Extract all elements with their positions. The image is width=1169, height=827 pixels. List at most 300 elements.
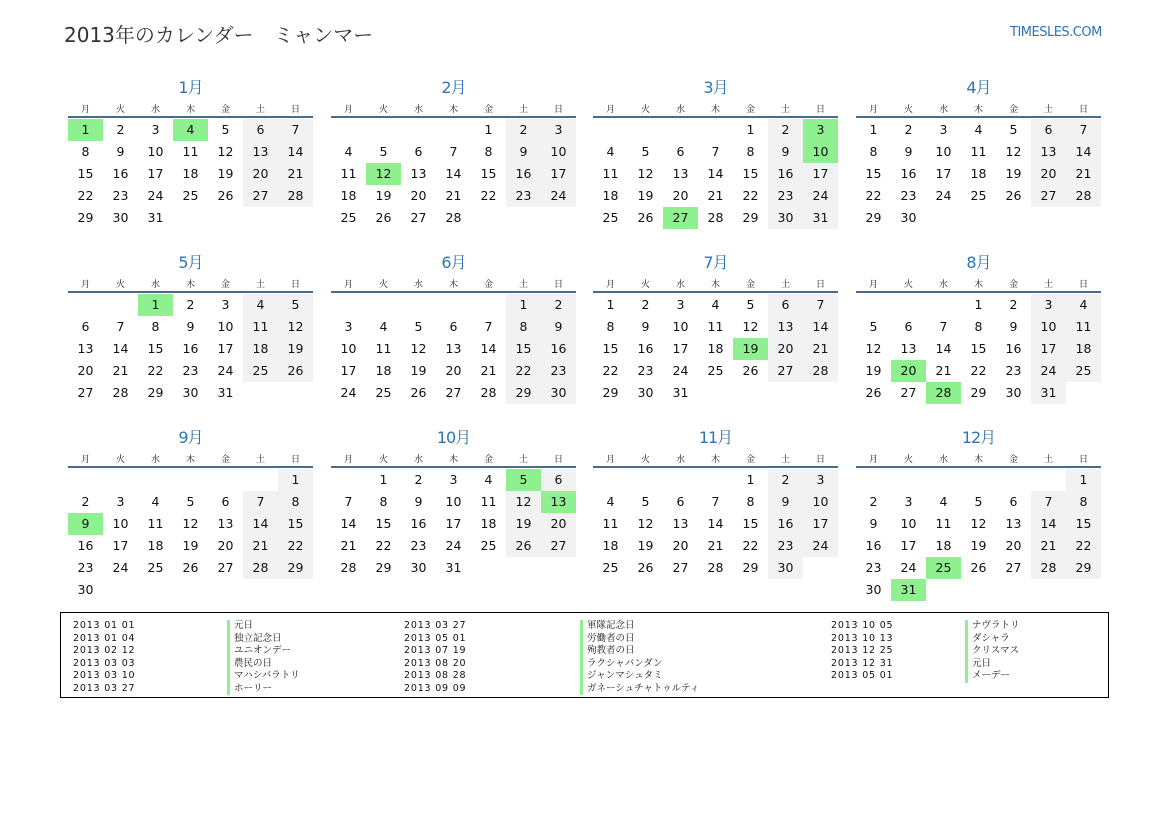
day-cell: 3 bbox=[116, 494, 125, 509]
day-cell: 6 bbox=[541, 469, 576, 491]
holiday-date-column bbox=[73, 620, 135, 695]
day-cell: 17 bbox=[935, 166, 952, 181]
holiday-name: ジャンマシュタミ bbox=[580, 670, 699, 683]
header-rule bbox=[856, 116, 1101, 118]
day-cell: 3 bbox=[449, 472, 458, 487]
month-block bbox=[593, 425, 838, 595]
weekday-label: 日 bbox=[553, 280, 563, 290]
day-cell: 18 bbox=[375, 363, 392, 378]
day-cell: 16 bbox=[182, 341, 199, 356]
day-cell: 16 bbox=[637, 341, 654, 356]
day-cell: 28 bbox=[707, 560, 724, 575]
day-cell: 3 bbox=[221, 297, 230, 312]
weekday-label: 月 bbox=[80, 455, 90, 465]
holiday-date: 2013 08 28 bbox=[404, 670, 467, 681]
holiday-name: クリスマス bbox=[965, 645, 1020, 658]
day-cell: 12 bbox=[506, 491, 541, 513]
day-cell: 4 bbox=[939, 494, 948, 509]
day-cell: 20 bbox=[672, 538, 689, 553]
day-cell: 7 bbox=[116, 319, 125, 334]
day-cell: 15 bbox=[602, 341, 619, 356]
day-cell: 31 bbox=[445, 560, 462, 575]
day-cell: 22 bbox=[742, 188, 759, 203]
day-cell: 21 bbox=[112, 363, 129, 378]
holiday-date: 2013 08 20 bbox=[404, 657, 467, 669]
day-cell: 6 bbox=[676, 494, 685, 509]
day-cell: 29 bbox=[1066, 557, 1101, 579]
weekday-label: 木 bbox=[973, 455, 983, 465]
day-cell: 30 bbox=[182, 385, 199, 400]
weekday-label: 火 bbox=[115, 105, 125, 115]
holiday-date: 2013 03 03 bbox=[73, 657, 136, 669]
day-cell: 24 bbox=[217, 363, 234, 378]
day-cell: 9 bbox=[641, 319, 650, 334]
weekday-label: 金 bbox=[745, 280, 755, 290]
day-cell: 2 bbox=[869, 494, 878, 509]
day-cell: 28 bbox=[112, 385, 129, 400]
day-cell: 2 bbox=[904, 122, 913, 137]
day-cell: 1 bbox=[484, 122, 493, 137]
month-name: 6月 bbox=[441, 253, 466, 272]
day-cell: 18 bbox=[147, 538, 164, 553]
day-cell: 25 bbox=[970, 188, 987, 203]
holiday-day-cell: 10 bbox=[803, 141, 838, 163]
day-cell: 27 bbox=[410, 210, 427, 225]
month-name: 11月 bbox=[698, 428, 733, 447]
holiday-date: 2013 02 12 bbox=[73, 645, 136, 656]
weekday-label: 火 bbox=[640, 455, 650, 465]
header-rule bbox=[593, 291, 838, 293]
weekday-header bbox=[593, 452, 838, 466]
day-cell: 1 bbox=[974, 297, 983, 312]
day-cell: 15 bbox=[1066, 513, 1101, 535]
day-cell: 14 bbox=[803, 316, 838, 338]
day-cell: 9 bbox=[768, 491, 803, 513]
day-cell: 23 bbox=[112, 188, 129, 203]
day-cell: 5 bbox=[869, 319, 878, 334]
weekday-label: 木 bbox=[710, 455, 720, 465]
holiday-day-cell: 4 bbox=[173, 119, 208, 141]
day-cell: 5 bbox=[641, 494, 650, 509]
day-cell: 31 bbox=[147, 210, 164, 225]
holiday-name-column bbox=[227, 620, 300, 695]
month-block bbox=[331, 425, 576, 595]
day-cell: 14 bbox=[480, 341, 497, 356]
day-cell: 7 bbox=[1066, 119, 1101, 141]
month-name: 5月 bbox=[178, 253, 203, 272]
day-cell: 23 bbox=[506, 185, 541, 207]
day-cell: 22 bbox=[1066, 535, 1101, 557]
day-cell: 18 bbox=[970, 166, 987, 181]
day-cell: 29 bbox=[375, 560, 392, 575]
day-cell: 11 bbox=[243, 316, 278, 338]
day-cell: 18 bbox=[707, 341, 724, 356]
holiday-day-cell: 27 bbox=[663, 207, 698, 229]
holiday-date: 2013 05 01 bbox=[831, 670, 894, 681]
day-cell: 24 bbox=[900, 560, 917, 575]
weekday-header bbox=[856, 452, 1101, 466]
day-cell: 2 bbox=[1009, 297, 1018, 312]
month-block bbox=[331, 250, 576, 420]
day-cell: 19 bbox=[278, 338, 313, 360]
day-cell: 29 bbox=[77, 210, 94, 225]
day-cell: 17 bbox=[541, 163, 576, 185]
holiday-name: 独立記念日 bbox=[227, 633, 300, 646]
month-name: 12月 bbox=[961, 428, 996, 447]
day-cell: 27 bbox=[1031, 185, 1066, 207]
day-cell: 10 bbox=[935, 144, 952, 159]
day-cell: 20 bbox=[768, 338, 803, 360]
holiday-name: ユニオンデー bbox=[227, 645, 300, 658]
weekday-label: 金 bbox=[1008, 105, 1018, 115]
day-cell: 13 bbox=[243, 141, 278, 163]
day-cell: 16 bbox=[77, 538, 94, 553]
weekday-label: 金 bbox=[220, 280, 230, 290]
day-cell: 30 bbox=[77, 582, 94, 597]
day-cell: 23 bbox=[1005, 363, 1022, 378]
day-cell: 7 bbox=[711, 494, 720, 509]
weekday-label: 水 bbox=[938, 280, 948, 290]
day-cell: 15 bbox=[506, 338, 541, 360]
weekday-label: 日 bbox=[1078, 280, 1088, 290]
month-name: 4月 bbox=[966, 78, 991, 97]
day-cell: 26 bbox=[278, 360, 313, 382]
day-cell: 18 bbox=[182, 166, 199, 181]
day-cell: 24 bbox=[803, 535, 838, 557]
weekday-header bbox=[68, 277, 313, 291]
day-cell: 20 bbox=[541, 513, 576, 535]
day-cell: 10 bbox=[541, 141, 576, 163]
day-cell: 4 bbox=[484, 472, 493, 487]
day-cell: 22 bbox=[480, 188, 497, 203]
day-cell: 8 bbox=[379, 494, 388, 509]
weekday-label: 月 bbox=[868, 455, 878, 465]
day-cell: 9 bbox=[414, 494, 423, 509]
weekday-label: 土 bbox=[780, 105, 790, 115]
header-rule bbox=[331, 116, 576, 118]
holiday-date: 2013 10 05 bbox=[831, 620, 894, 631]
day-cell: 14 bbox=[707, 166, 724, 181]
holiday-name: ナヴラトリ bbox=[965, 620, 1020, 633]
day-cell: 27 bbox=[217, 560, 234, 575]
holiday-day-cell: 1 bbox=[138, 294, 173, 316]
holiday-name: マハシバラトリ bbox=[227, 670, 300, 683]
day-cell: 30 bbox=[637, 385, 654, 400]
header-rule bbox=[856, 466, 1101, 468]
month-name: 7月 bbox=[703, 253, 728, 272]
day-cell: 22 bbox=[147, 363, 164, 378]
day-cell: 5 bbox=[278, 294, 313, 316]
day-cell: 24 bbox=[147, 188, 164, 203]
day-cell: 2 bbox=[186, 297, 195, 312]
day-cell: 12 bbox=[865, 341, 882, 356]
day-cell: 10 bbox=[803, 491, 838, 513]
weekday-label: 火 bbox=[378, 105, 388, 115]
weekday-label: 月 bbox=[605, 280, 615, 290]
weekday-label: 月 bbox=[343, 280, 353, 290]
weekday-label: 火 bbox=[115, 280, 125, 290]
day-cell: 1 bbox=[1066, 469, 1101, 491]
day-cell: 25 bbox=[480, 538, 497, 553]
day-cell: 14 bbox=[1031, 513, 1066, 535]
day-cell: 19 bbox=[1005, 166, 1022, 181]
day-cell: 16 bbox=[112, 166, 129, 181]
day-cell: 17 bbox=[112, 538, 129, 553]
day-cell: 22 bbox=[375, 538, 392, 553]
weekday-label: 木 bbox=[185, 455, 195, 465]
day-cell: 12 bbox=[637, 516, 654, 531]
day-cell: 15 bbox=[278, 513, 313, 535]
weekday-header bbox=[593, 277, 838, 291]
day-cell: 26 bbox=[865, 385, 882, 400]
day-cell: 27 bbox=[445, 385, 462, 400]
day-cell: 27 bbox=[77, 385, 94, 400]
weekday-label: 土 bbox=[518, 455, 528, 465]
day-cell: 16 bbox=[506, 163, 541, 185]
day-cell: 22 bbox=[865, 188, 882, 203]
day-cell: 28 bbox=[340, 560, 357, 575]
day-cell: 16 bbox=[768, 513, 803, 535]
holiday-name: 軍隊記念日 bbox=[580, 620, 699, 633]
day-cell: 5 bbox=[186, 494, 195, 509]
weekday-label: 木 bbox=[973, 280, 983, 290]
day-cell: 30 bbox=[112, 210, 129, 225]
day-cell: 8 bbox=[81, 144, 90, 159]
day-cell: 28 bbox=[707, 210, 724, 225]
day-cell: 29 bbox=[602, 385, 619, 400]
day-cell: 13 bbox=[672, 166, 689, 181]
day-cell: 16 bbox=[900, 166, 917, 181]
day-cell: 30 bbox=[768, 207, 803, 229]
weekday-header bbox=[856, 102, 1101, 116]
day-cell: 23 bbox=[768, 535, 803, 557]
weekday-label: 火 bbox=[378, 455, 388, 465]
day-cell: 17 bbox=[672, 341, 689, 356]
day-cell: 5 bbox=[221, 122, 230, 137]
day-cell: 18 bbox=[480, 516, 497, 531]
weekday-label: 日 bbox=[553, 455, 563, 465]
month-name: 2月 bbox=[441, 78, 466, 97]
weekday-label: 土 bbox=[1043, 455, 1053, 465]
day-cell: 9 bbox=[506, 141, 541, 163]
day-cell: 26 bbox=[375, 210, 392, 225]
day-cell: 21 bbox=[243, 535, 278, 557]
holiday-date-column bbox=[404, 620, 466, 695]
day-cell: 12 bbox=[637, 166, 654, 181]
holiday-name-column bbox=[965, 620, 1020, 683]
day-cell: 7 bbox=[803, 294, 838, 316]
day-cell: 29 bbox=[970, 385, 987, 400]
day-cell: 6 bbox=[449, 319, 458, 334]
weekday-label: 月 bbox=[868, 280, 878, 290]
weekday-label: 火 bbox=[640, 105, 650, 115]
holiday-date-column bbox=[831, 620, 893, 683]
day-cell: 21 bbox=[445, 188, 462, 203]
holiday-name: 殉教者の日 bbox=[580, 645, 699, 658]
day-cell: 25 bbox=[375, 385, 392, 400]
weekday-label: 日 bbox=[290, 455, 300, 465]
day-cell: 8 bbox=[506, 316, 541, 338]
day-cell: 19 bbox=[506, 513, 541, 535]
weekday-label: 金 bbox=[483, 105, 493, 115]
day-cell: 23 bbox=[865, 560, 882, 575]
day-cell: 12 bbox=[182, 516, 199, 531]
day-cell: 29 bbox=[147, 385, 164, 400]
day-cell: 13 bbox=[410, 166, 427, 181]
day-cell: 12 bbox=[278, 316, 313, 338]
day-cell: 15 bbox=[742, 166, 759, 181]
day-cell: 18 bbox=[340, 188, 357, 203]
weekday-header bbox=[331, 102, 576, 116]
day-cell: 22 bbox=[970, 363, 987, 378]
day-cell: 17 bbox=[217, 341, 234, 356]
day-cell: 24 bbox=[112, 560, 129, 575]
day-cell: 19 bbox=[637, 538, 654, 553]
day-cell: 20 bbox=[672, 188, 689, 203]
holiday-day-cell: 31 bbox=[891, 579, 926, 601]
brand-link[interactable]: TIMESLES.COM bbox=[1010, 25, 1102, 40]
day-cell: 10 bbox=[672, 319, 689, 334]
day-cell: 3 bbox=[676, 297, 685, 312]
day-cell: 23 bbox=[182, 363, 199, 378]
day-cell: 19 bbox=[970, 538, 987, 553]
day-cell: 3 bbox=[541, 119, 576, 141]
day-cell: 30 bbox=[1005, 385, 1022, 400]
holiday-date: 2013 01 01 bbox=[73, 620, 136, 631]
day-cell: 6 bbox=[768, 294, 803, 316]
weekday-label: 土 bbox=[1043, 280, 1053, 290]
day-cell: 1 bbox=[606, 297, 615, 312]
day-cell: 28 bbox=[1031, 557, 1066, 579]
day-cell: 5 bbox=[379, 144, 388, 159]
month-block bbox=[856, 250, 1101, 420]
day-cell: 14 bbox=[340, 516, 357, 531]
weekday-label: 火 bbox=[903, 105, 913, 115]
day-cell: 10 bbox=[340, 341, 357, 356]
day-cell: 20 bbox=[77, 363, 94, 378]
month-block bbox=[593, 75, 838, 245]
day-cell: 22 bbox=[278, 535, 313, 557]
weekday-label: 金 bbox=[483, 455, 493, 465]
holiday-day-cell: 25 bbox=[926, 557, 961, 579]
day-cell: 5 bbox=[1009, 122, 1018, 137]
day-cell: 29 bbox=[742, 560, 759, 575]
weekday-label: 金 bbox=[1008, 280, 1018, 290]
holiday-name: ダシャラ bbox=[965, 633, 1020, 646]
day-cell: 10 bbox=[1031, 316, 1066, 338]
day-cell: 17 bbox=[900, 538, 917, 553]
day-cell: 21 bbox=[1066, 163, 1101, 185]
weekday-label: 水 bbox=[413, 105, 423, 115]
day-cell: 22 bbox=[77, 188, 94, 203]
day-cell: 12 bbox=[1005, 144, 1022, 159]
header-rule bbox=[331, 466, 576, 468]
day-cell: 1 bbox=[746, 122, 755, 137]
day-cell: 10 bbox=[147, 144, 164, 159]
day-cell: 24 bbox=[935, 188, 952, 203]
day-cell: 29 bbox=[865, 210, 882, 225]
day-cell: 26 bbox=[217, 188, 234, 203]
weekday-label: 月 bbox=[343, 105, 353, 115]
day-cell: 11 bbox=[707, 319, 724, 334]
day-cell: 11 bbox=[182, 144, 199, 159]
day-cell: 10 bbox=[900, 516, 917, 531]
day-cell: 19 bbox=[637, 188, 654, 203]
day-cell: 5 bbox=[414, 319, 423, 334]
weekday-label: 木 bbox=[710, 105, 720, 115]
day-cell: 13 bbox=[77, 341, 94, 356]
day-cell: 25 bbox=[182, 188, 199, 203]
day-cell: 23 bbox=[410, 538, 427, 553]
day-cell: 31 bbox=[672, 385, 689, 400]
day-cell: 7 bbox=[278, 119, 313, 141]
day-cell: 21 bbox=[340, 538, 357, 553]
day-cell: 28 bbox=[803, 360, 838, 382]
day-cell: 6 bbox=[221, 494, 230, 509]
weekday-label: 月 bbox=[80, 105, 90, 115]
day-cell: 25 bbox=[602, 210, 619, 225]
weekday-label: 金 bbox=[745, 105, 755, 115]
day-cell: 21 bbox=[1031, 535, 1066, 557]
header-rule bbox=[68, 466, 313, 468]
day-cell: 16 bbox=[865, 538, 882, 553]
day-cell: 6 bbox=[81, 319, 90, 334]
day-cell: 30 bbox=[410, 560, 427, 575]
weekday-label: 水 bbox=[938, 455, 948, 465]
weekday-label: 水 bbox=[150, 280, 160, 290]
header-rule bbox=[856, 291, 1101, 293]
day-cell: 30 bbox=[768, 557, 803, 579]
day-cell: 8 bbox=[606, 319, 615, 334]
day-cell: 16 bbox=[410, 516, 427, 531]
holiday-date: 2013 03 27 bbox=[73, 682, 136, 694]
day-cell: 11 bbox=[340, 166, 357, 181]
day-cell: 15 bbox=[970, 341, 987, 356]
page-title: 2013年のカレンダー ミャンマー bbox=[64, 23, 374, 47]
day-cell: 26 bbox=[506, 535, 541, 557]
day-cell: 14 bbox=[445, 166, 462, 181]
day-cell: 24 bbox=[803, 185, 838, 207]
holiday-name-column bbox=[580, 620, 699, 695]
weekday-label: 木 bbox=[448, 105, 458, 115]
day-cell: 7 bbox=[1031, 491, 1066, 513]
holiday-date: 2013 03 10 bbox=[73, 670, 136, 681]
weekday-label: 日 bbox=[815, 455, 825, 465]
day-cell: 29 bbox=[742, 210, 759, 225]
weekday-label: 日 bbox=[1078, 105, 1088, 115]
day-cell: 10 bbox=[217, 319, 234, 334]
holiday-day-cell: 19 bbox=[733, 338, 768, 360]
day-cell: 20 bbox=[243, 163, 278, 185]
day-cell: 2 bbox=[768, 469, 803, 491]
day-cell: 26 bbox=[970, 560, 987, 575]
day-cell: 5 bbox=[974, 494, 983, 509]
holiday-date: 2013 01 04 bbox=[73, 632, 136, 644]
day-cell: 23 bbox=[541, 360, 576, 382]
holiday-day-cell: 20 bbox=[891, 360, 926, 382]
day-cell: 25 bbox=[1066, 360, 1101, 382]
day-cell: 1 bbox=[869, 122, 878, 137]
day-cell: 3 bbox=[1031, 294, 1066, 316]
day-cell: 8 bbox=[151, 319, 160, 334]
weekday-label: 日 bbox=[1078, 455, 1088, 465]
day-cell: 5 bbox=[746, 297, 755, 312]
day-cell: 21 bbox=[803, 338, 838, 360]
weekday-label: 土 bbox=[255, 455, 265, 465]
day-cell: 5 bbox=[641, 144, 650, 159]
day-cell: 15 bbox=[147, 341, 164, 356]
day-cell: 28 bbox=[445, 210, 462, 225]
